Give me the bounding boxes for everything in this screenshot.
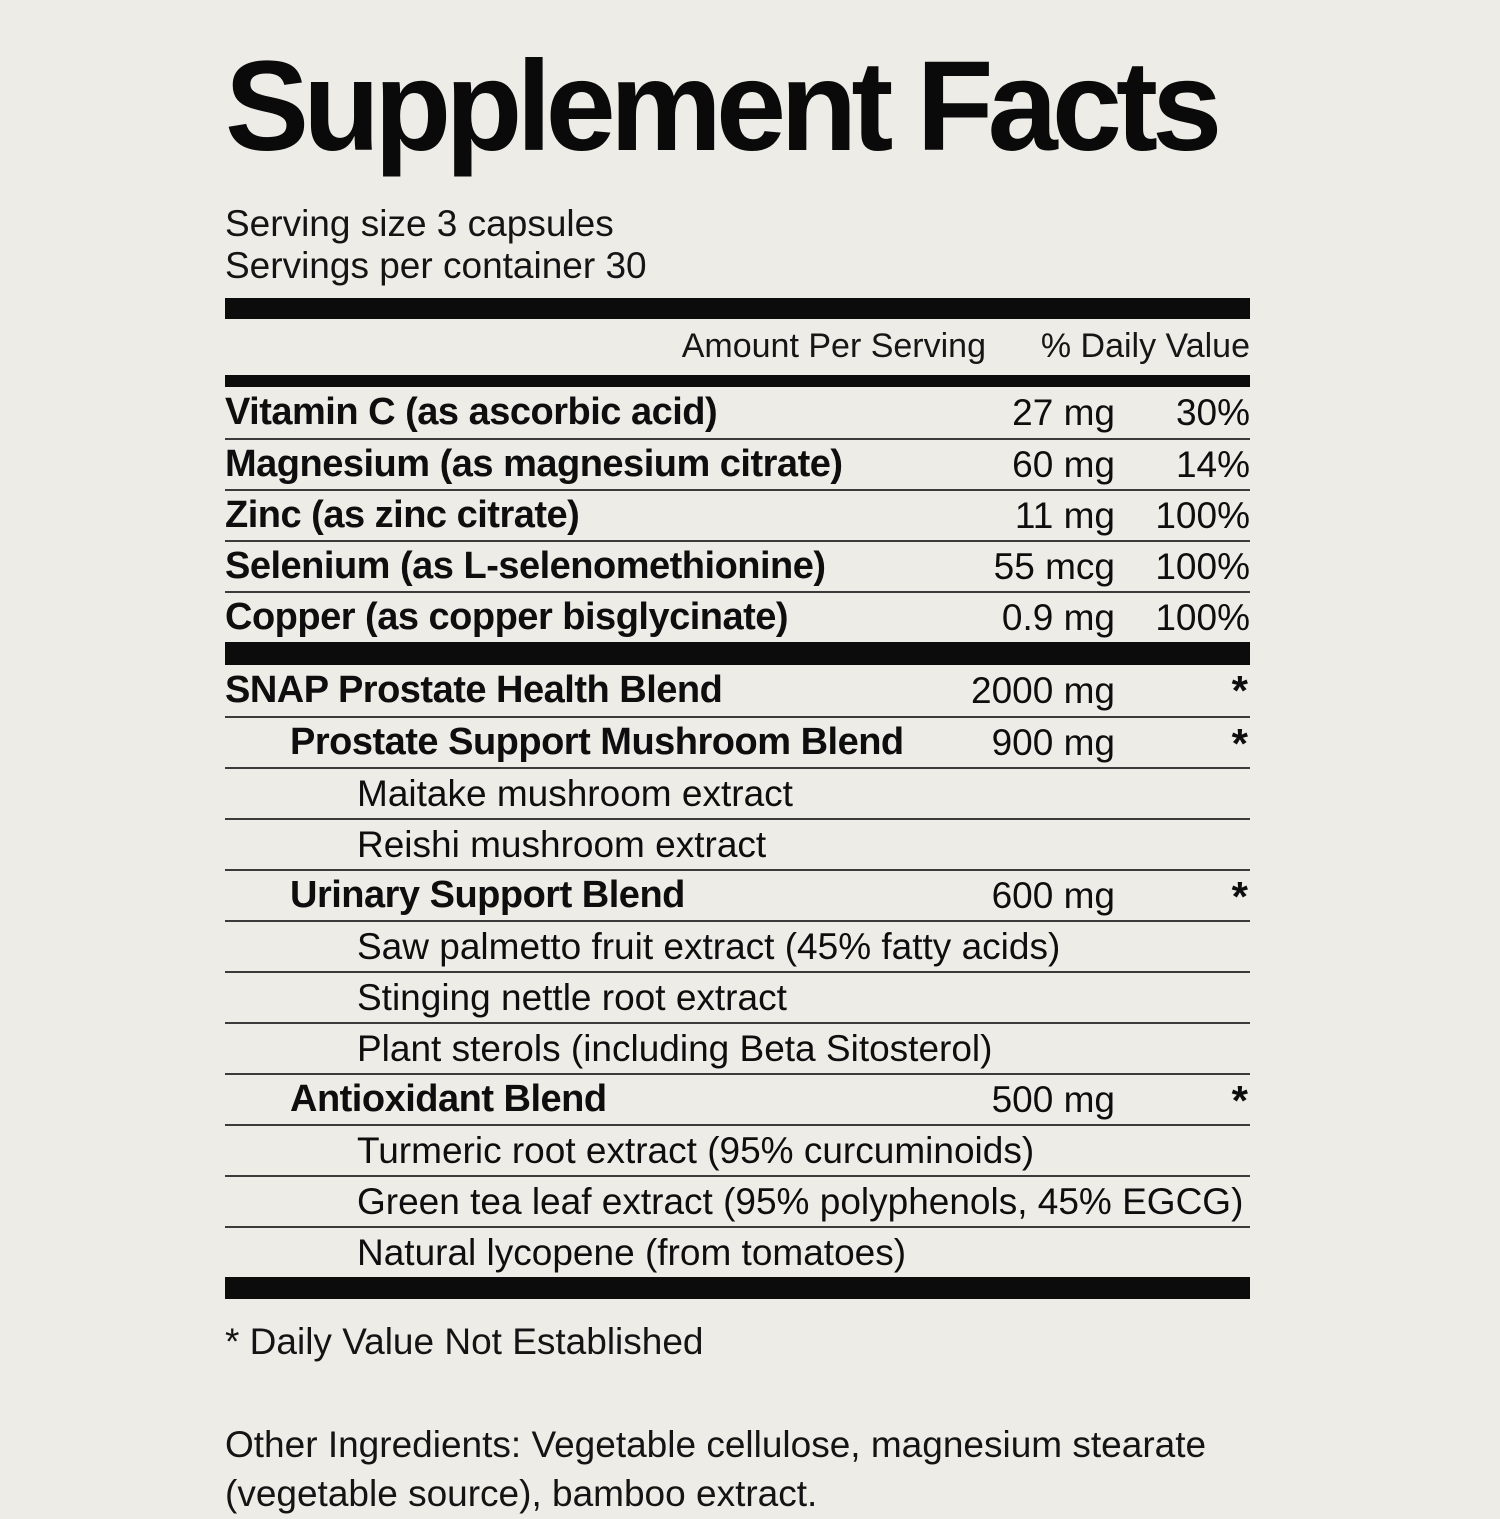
divider-bar-middle bbox=[225, 642, 1250, 665]
servings-per-container: Servings per container 30 bbox=[225, 245, 647, 287]
supplement-facts-panel bbox=[225, 35, 1250, 1519]
page-title: Supplement Facts bbox=[225, 35, 1217, 178]
table-row: Magnesium (as magnesium citrate) 60 mg 14% bbox=[225, 438, 1250, 489]
divider-bar-bottom bbox=[225, 1277, 1250, 1299]
table-row: Antioxidant Blend 500 mg * bbox=[225, 1073, 1250, 1124]
table-header bbox=[225, 319, 1250, 375]
table-row: Turmeric root extract (95% curcuminoids) bbox=[225, 1124, 1250, 1175]
table-row: Zinc (as zinc citrate) 11 mg 100% bbox=[225, 489, 1250, 540]
column-header-amount: Amount Per Serving bbox=[681, 327, 986, 366]
table-row: Stinging nettle root extract bbox=[225, 971, 1250, 1022]
table-row: Prostate Support Mushroom Blend 900 mg * bbox=[225, 716, 1250, 767]
table-row: Vitamin C (as ascorbic acid) 27 mg 30% bbox=[225, 391, 1250, 434]
table-row: Saw palmetto fruit extract (45% fatty acids) bbox=[225, 920, 1250, 971]
table-row: Plant sterols (including Beta Sitosterol) bbox=[225, 1022, 1250, 1073]
table-row: Natural lycopene (from tomatoes) bbox=[225, 1226, 1250, 1277]
daily-value-footnote: * Daily Value Not Established bbox=[225, 1321, 704, 1363]
table-row: SNAP Prostate Health Blend 2000 mg * bbox=[225, 667, 1248, 715]
table-row: Reishi mushroom extract bbox=[225, 818, 1250, 869]
other-ingredients: Other Ingredients: Vegetable cellulose, magnesium stearate (vegetable source), bamboo extract. bbox=[225, 1424, 1207, 1515]
blends-section bbox=[225, 665, 1250, 1277]
table-row: Copper (as copper bisglycinate) 0.9 mg 100% bbox=[225, 591, 1250, 642]
column-header-daily-value: % Daily Value bbox=[1040, 327, 1250, 366]
divider-bar-top bbox=[225, 298, 1250, 319]
table-row: Selenium (as L-selenomethionine) 55 mcg 100% bbox=[225, 540, 1250, 591]
table-row: Maitake mushroom extract bbox=[225, 767, 1250, 818]
serving-size: Serving size 3 capsules bbox=[225, 202, 614, 244]
table-row: Green tea leaf extract (95% polyphenols, 45% EGCG) bbox=[225, 1175, 1250, 1226]
minerals-section bbox=[225, 387, 1250, 642]
divider-bar-header bbox=[225, 375, 1250, 387]
table-row: Urinary Support Blend 600 mg * bbox=[225, 869, 1250, 920]
